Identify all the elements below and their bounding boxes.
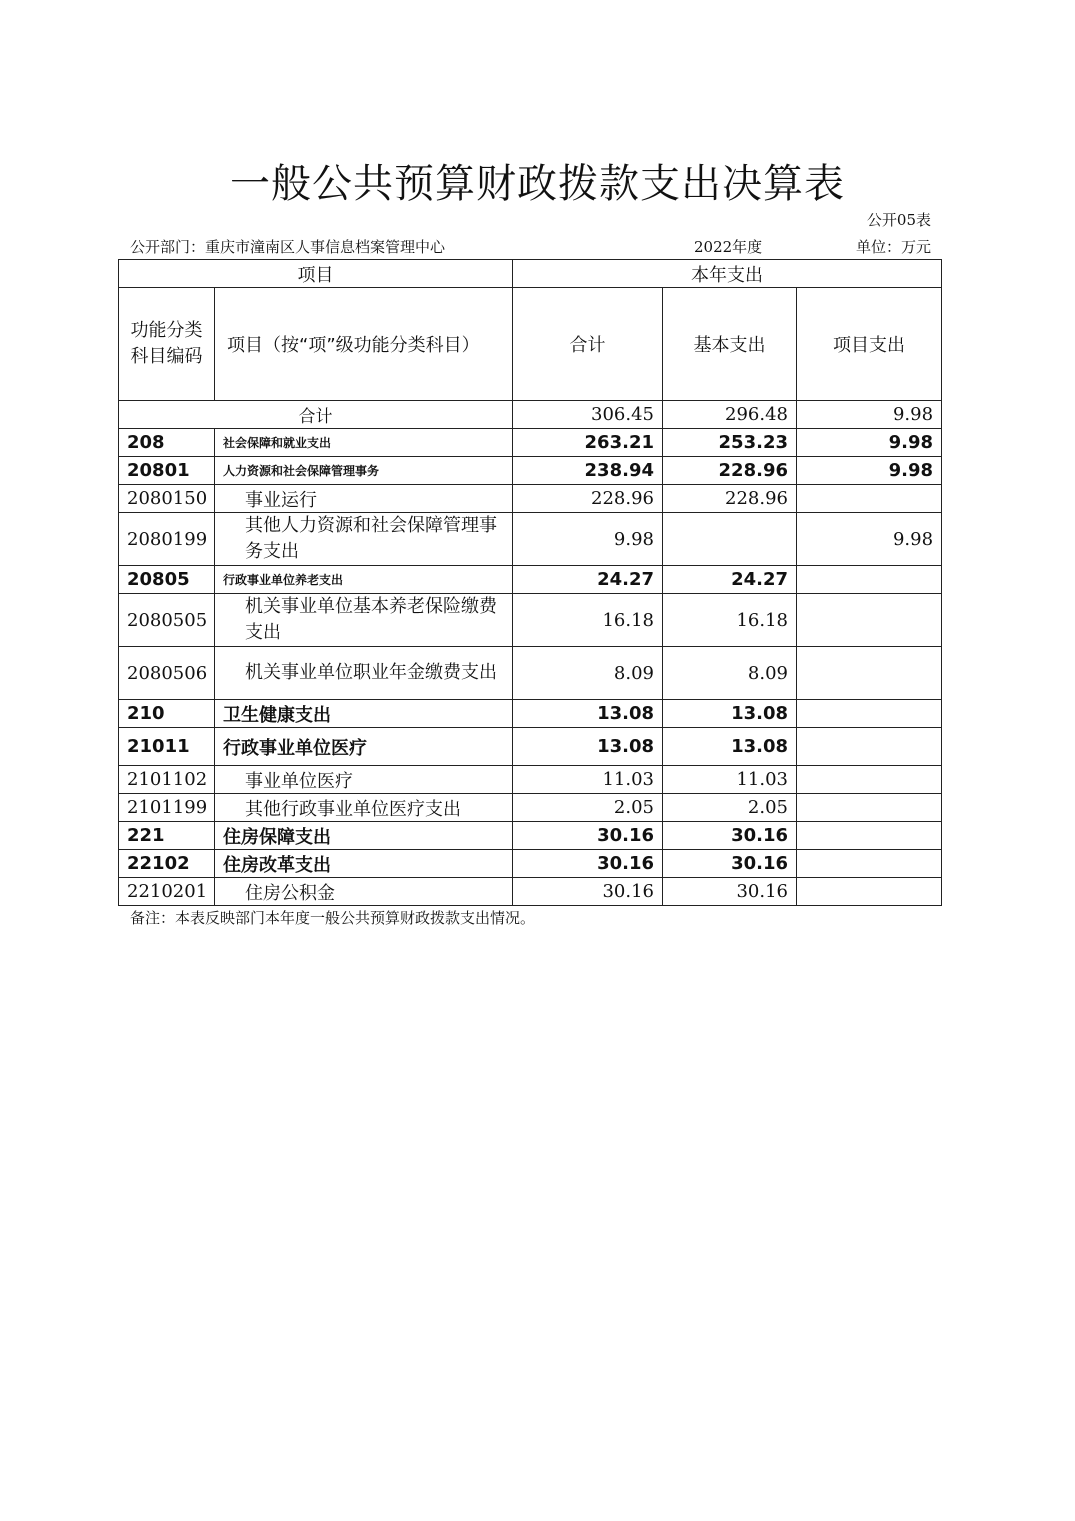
row-total: 24.27 [513,566,663,594]
header-project: 项目 [119,260,513,288]
row-basic: 228.96 [663,457,797,485]
row-code: 2080505 [119,594,215,647]
table-row [119,647,942,700]
row-project [797,822,942,850]
row-code: 20801 [119,457,215,485]
row-name: 住房改革支出 [215,850,513,878]
row-project [797,647,942,700]
table-row [119,429,942,457]
total-project: 9.98 [797,401,942,429]
row-code: 2080150 [119,485,215,513]
row-total: 228.96 [513,485,663,513]
table-row [119,878,942,906]
row-total: 263.21 [513,429,663,457]
year-label: 2022年度 [694,238,763,256]
row-project [797,728,942,766]
header-current-year: 本年支出 [513,260,942,288]
row-basic: 13.08 [663,700,797,728]
header-row-1 [119,260,942,288]
header-row-2 [119,288,942,401]
footnote: 备注：本表反映部门本年度一般公共预算财政拨款支出情况。 [130,909,536,927]
row-name: 行政事业单位养老支出 [215,566,513,594]
row-name: 事业运行 [215,485,513,513]
row-project: 9.98 [797,457,942,485]
row-basic: 2.05 [663,794,797,822]
table-row [119,594,942,647]
header-item: 项目（按“项”级功能分类科目） [215,288,513,401]
row-code: 2080199 [119,513,215,566]
table-row [119,728,942,766]
row-basic: 11.03 [663,766,797,794]
row-code: 2101102 [119,766,215,794]
header-code: 功能分类科目编码 [119,288,215,401]
header-project-expense: 项目支出 [797,288,942,401]
row-basic: 30.16 [663,878,797,906]
table-row [119,794,942,822]
row-total: 9.98 [513,513,663,566]
row-name: 卫生健康支出 [215,700,513,728]
row-basic: 13.08 [663,728,797,766]
table-row [119,700,942,728]
total-total: 306.45 [513,401,663,429]
table-row [119,822,942,850]
row-project [797,794,942,822]
form-number: 公开05表 [866,211,931,229]
row-basic: 253.23 [663,429,797,457]
row-total: 238.94 [513,457,663,485]
total-label: 合计 [119,401,513,429]
row-basic: 30.16 [663,822,797,850]
row-project [797,878,942,906]
row-project [797,766,942,794]
department-label: 公开部门：重庆市潼南区人事信息档案管理中心 [130,238,446,256]
row-total: 11.03 [513,766,663,794]
row-project [797,485,942,513]
row-name: 事业单位医疗 [215,766,513,794]
row-total: 13.08 [513,728,663,766]
row-basic: 8.09 [663,647,797,700]
row-name: 机关事业单位职业年金缴费支出 [215,647,513,700]
row-total: 2.05 [513,794,663,822]
row-code: 210 [119,700,215,728]
row-project: 9.98 [797,429,942,457]
page-title: 一般公共预算财政拨款支出决算表 [230,161,845,207]
row-total: 30.16 [513,878,663,906]
row-code: 21011 [119,728,215,766]
row-total: 30.16 [513,850,663,878]
row-code: 208 [119,429,215,457]
row-name: 住房保障支出 [215,822,513,850]
row-name: 机关事业单位基本养老保险缴费支出 [215,594,513,647]
row-basic: 16.18 [663,594,797,647]
row-basic: 24.27 [663,566,797,594]
table-row [119,766,942,794]
row-code: 2210201 [119,878,215,906]
unit-label: 单位：万元 [855,238,931,256]
row-code: 2080506 [119,647,215,700]
row-project [797,850,942,878]
table-row [119,457,942,485]
row-name: 社会保障和就业支出 [215,429,513,457]
row-project: 9.98 [797,513,942,566]
row-total: 8.09 [513,647,663,700]
table-row [119,850,942,878]
row-code: 20805 [119,566,215,594]
row-name: 行政事业单位医疗 [215,728,513,766]
row-project [797,594,942,647]
row-name: 住房公积金 [215,878,513,906]
table-row [119,485,942,513]
row-total: 30.16 [513,822,663,850]
header-total: 合计 [513,288,663,401]
expenditure-table [118,259,942,906]
row-basic [663,513,797,566]
row-code: 221 [119,822,215,850]
total-basic: 296.48 [663,401,797,429]
row-name: 其他人力资源和社会保障管理事务支出 [215,513,513,566]
row-basic: 228.96 [663,485,797,513]
table-row [119,566,942,594]
row-name: 其他行政事业单位医疗支出 [215,794,513,822]
row-code: 2101199 [119,794,215,822]
header-basic: 基本支出 [663,288,797,401]
row-name: 人力资源和社会保障管理事务 [215,457,513,485]
table-row [119,513,942,566]
row-project [797,566,942,594]
row-total: 16.18 [513,594,663,647]
total-row [119,401,942,429]
row-total: 13.08 [513,700,663,728]
row-project [797,700,942,728]
row-code: 22102 [119,850,215,878]
row-basic: 30.16 [663,850,797,878]
